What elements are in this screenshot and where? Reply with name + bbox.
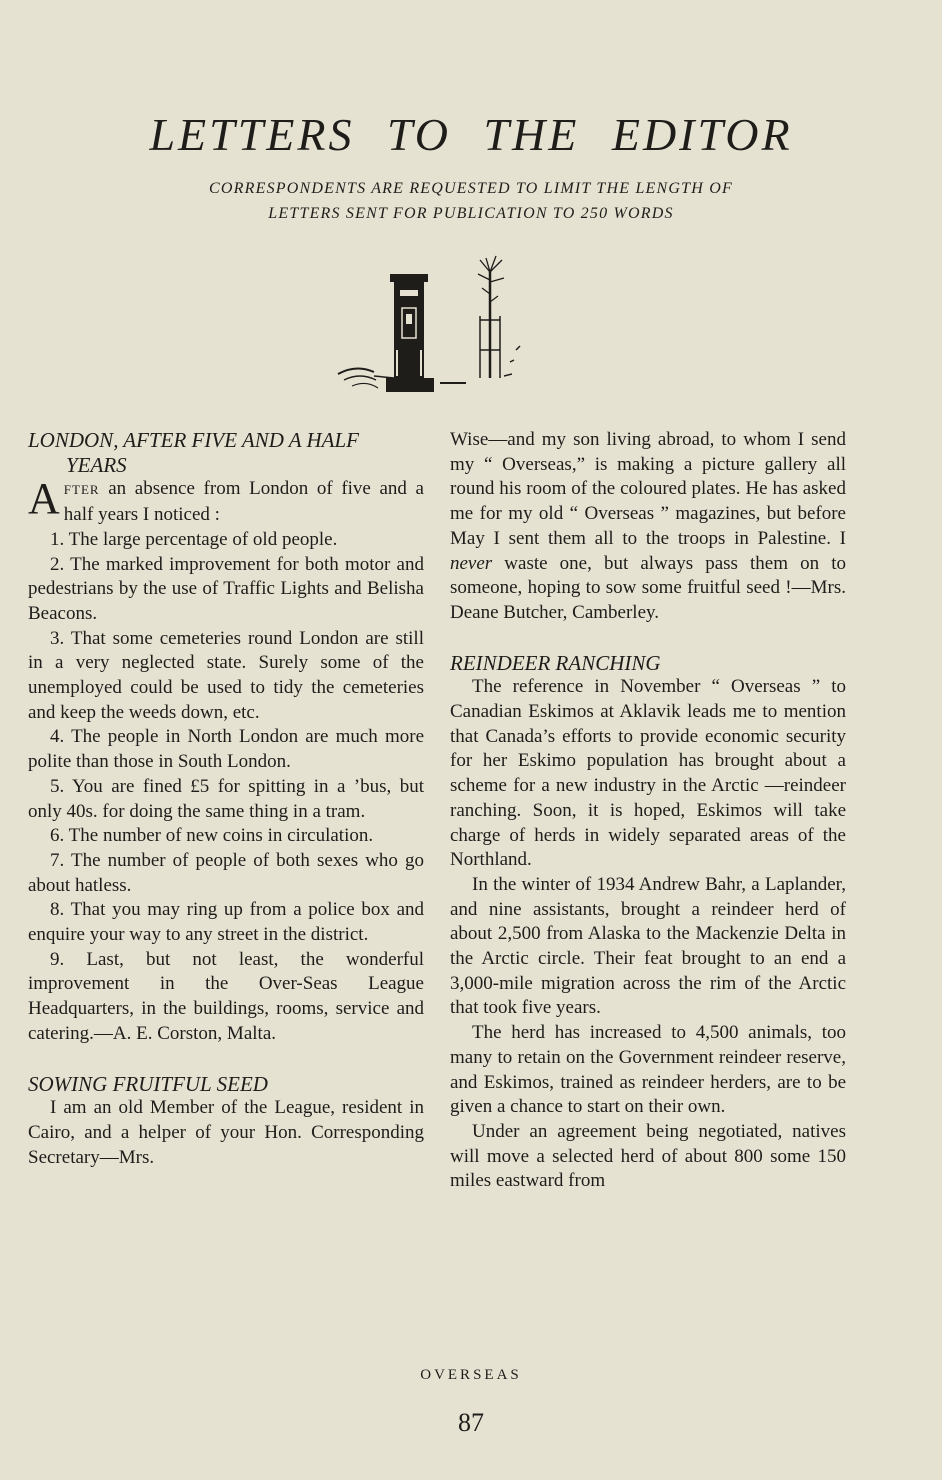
- letter-seed-text-continued: [450, 428, 846, 626]
- list-item: 9. Last, but not least, the wonderful improvement in the Over-Seas League Headquarters, in the buildings, rooms, service and catering.—A. E. Corston, Malta.: [28, 948, 424, 1044]
- intro-text: an absence from London of five and a half years I noticed :: [63, 478, 424, 526]
- list-item: 7. The number of people of both sexes who go about hatless.: [28, 849, 424, 896]
- page-title: LETTERS TO THE EDITOR: [149, 109, 793, 160]
- list-item: 8. That you may ring up from a police box and enquire your way to any street in the district.: [28, 899, 424, 946]
- reindeer-paragraph: The herd has increased to 4,500 animals, too many to retain on the Government reindeer reserve, and Eskimos, trained as reindeer herders, are to be given a chance to start on their own.: [450, 1022, 846, 1118]
- drop-cap: A: [28, 474, 60, 524]
- list-item: 4. The people in North London are much more polite than those in South London.: [28, 726, 424, 773]
- list-item: 3. That some cemeteries round London are still in a very neglected state. Surely some of the unemployed could be used to tidy the cemeteries and keep the weeds down, etc.: [28, 627, 424, 723]
- list-item: 6. The number of new coins in circulation.: [50, 825, 374, 847]
- seed-text-part-a: Wise—and my son living abroad, to whom I send my “ Overseas,” is making a picture gallery all round his room of the coloured plates. He has asked me for my old “ Overseas ” magazines, but before May I sent them all to the troops in Palestine. I: [450, 429, 846, 549]
- page-number: 87: [458, 1408, 484, 1437]
- letter-london-intro: [28, 474, 424, 527]
- letter-heading-reindeer: REINDEER RANCHING: [450, 650, 661, 675]
- list-item: 1. The large percentage of old people.: [50, 528, 338, 550]
- subtitle-line-1: CORRESPONDENTS ARE REQUESTED TO LIMIT THE LENGTH OF: [209, 180, 733, 197]
- right-column: [450, 428, 846, 1194]
- lead-small-caps: FTER: [63, 482, 100, 498]
- list-item: 2. The marked improvement for both motor and pedestrians by the use of Traffic Lights and Belisha Beacons.: [28, 553, 424, 624]
- letter-heading-seed: SOWING FRUITFUL SEED: [28, 1071, 268, 1096]
- page-subtitle: [60, 176, 882, 226]
- subtitle-line-2: LETTERS SENT FOR PUBLICATION TO 250 WORDS: [268, 205, 674, 222]
- left-column: [28, 428, 424, 1170]
- seed-text-emphasis: never: [450, 552, 493, 574]
- pillar-box-illustration: [330, 250, 550, 400]
- magazine-name: OVERSEAS: [420, 1367, 522, 1383]
- list-item: 5. You are fined £5 for spitting in a ’bus, but only 40s. for doing the same thing in a tram.: [28, 775, 424, 822]
- reindeer-paragraph: The reference in November “ Overseas ” to Canadian Eskimos at Aklavik leads me to mention that Canada’s efforts to provide economic security for her Eskimo population has brought about a scheme for a new industry in the Arctic —reindeer ranching. Soon, it is hoped, Eskimos will take charge of herds in widely separated areas of the Northland.: [450, 676, 846, 871]
- seed-text-part-b: waste one, but always pass them on to someone, hoping to sow some fruitful seed !—Mrs. Deane Butcher, Camberley.: [450, 552, 846, 623]
- reindeer-paragraph: Under an agreement being negotiated, natives will move a selected herd of about 800 some 150 miles eastward from: [450, 1120, 846, 1192]
- reindeer-paragraph: In the winter of 1934 Andrew Bahr, a Laplander, and nine assistants, brought a reindeer herd of about 2,500 from Alaska to the Mackenzie Delta in the Arctic circle. Their feat brought to an end a 3,000-mile migration across the rim of the Arctic that took five years.: [450, 873, 846, 1019]
- letter-seed-text-start: I am an old Member of the League, resident in Cairo, and a helper of your Hon. Corresponding Secretary—Mrs.: [28, 1097, 424, 1168]
- letter-heading-london: LONDON, AFTER FIVE AND A HALF YEARS: [28, 428, 359, 477]
